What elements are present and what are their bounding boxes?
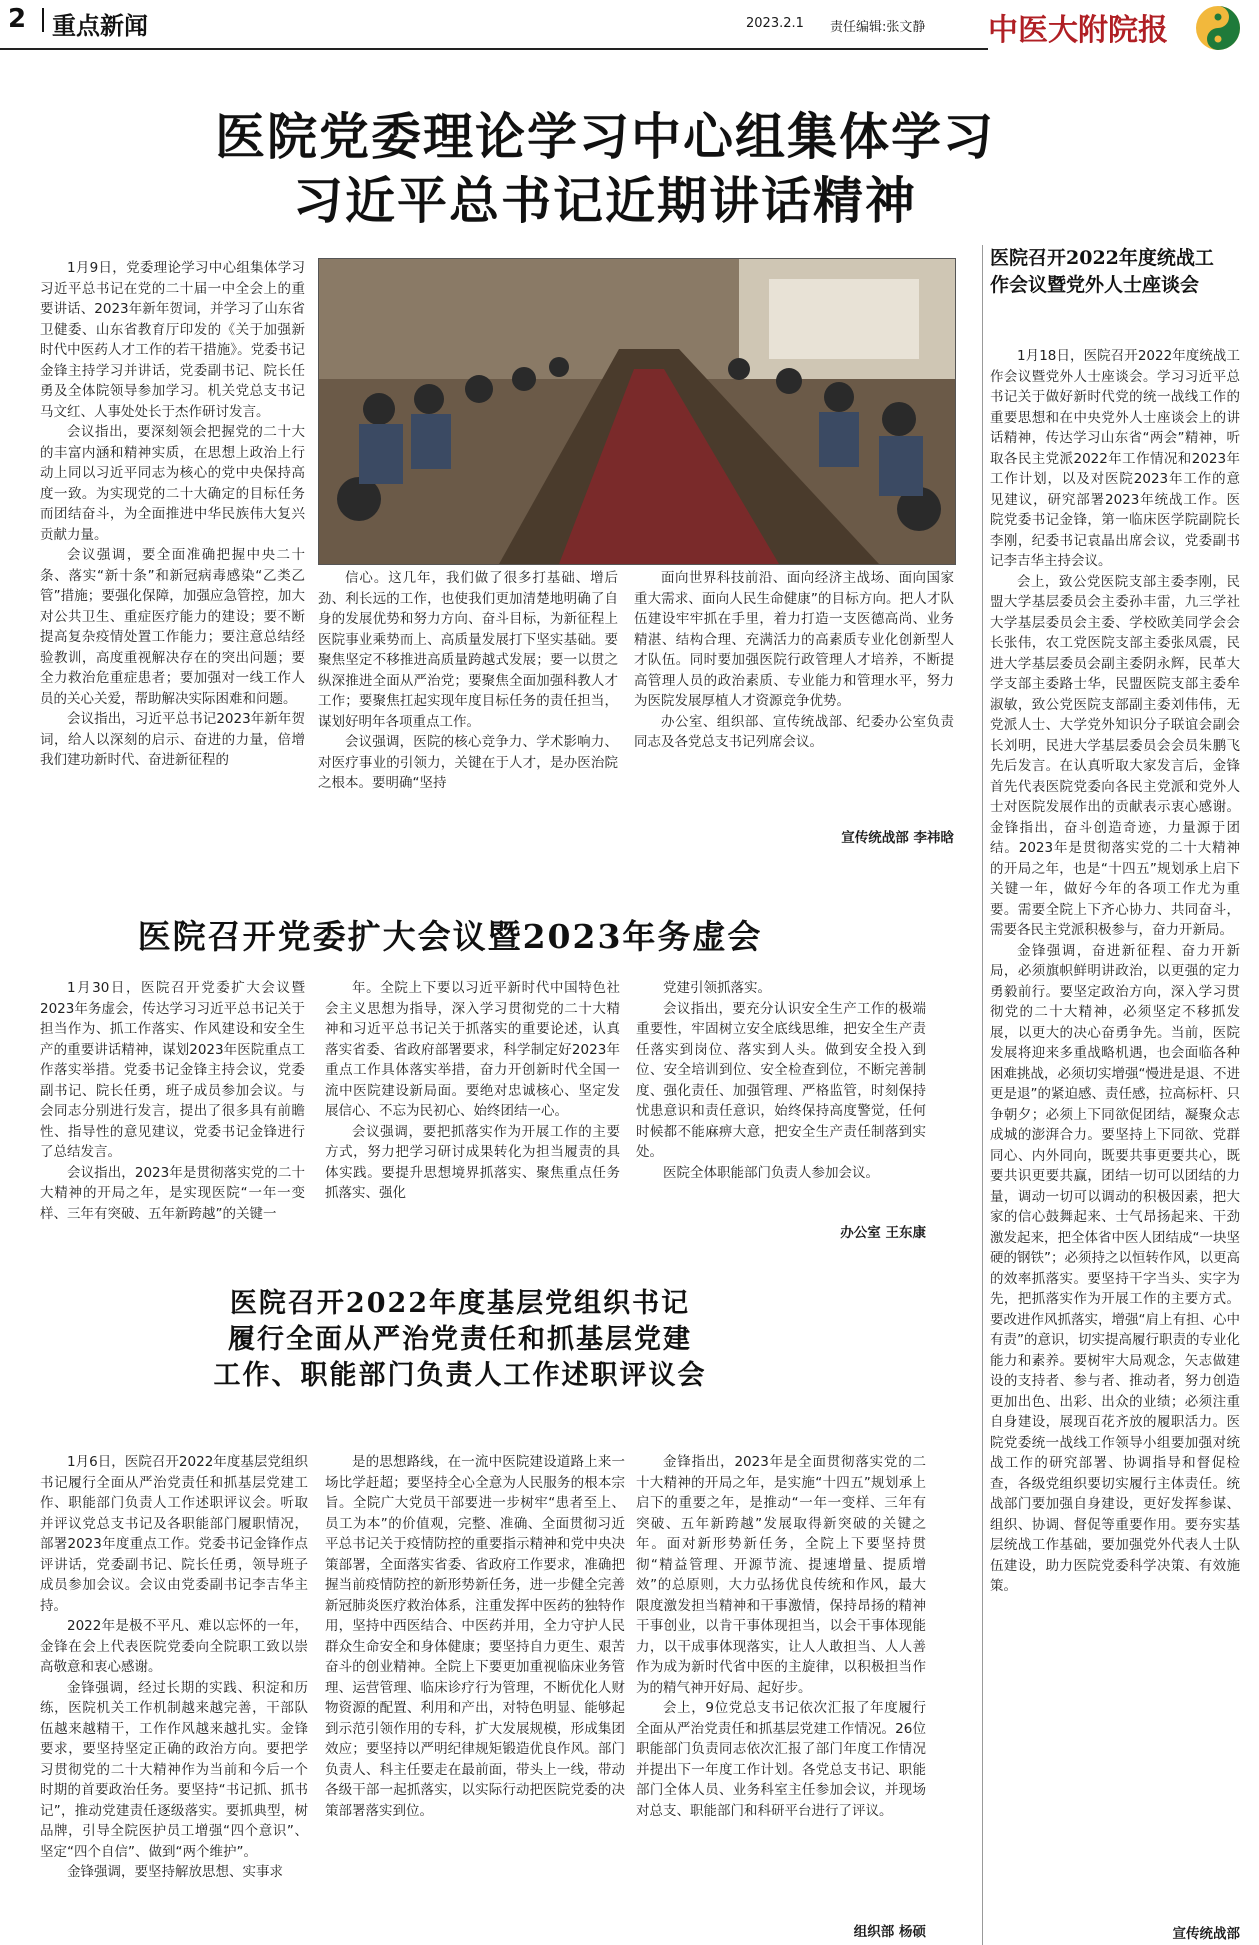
side-article-title: 医院召开2022年度统战工作会议暨党外人士座谈会 xyxy=(990,247,1214,296)
issue-date: 2023.2.1 xyxy=(746,16,804,31)
paragraph: 金锋指出，2023年是全面贯彻落实党的二十大精神的开局之年，是实施“十四五”规划承上启下的重要之年，是推动“一年一变样、三年有突破、五年新跨越”发展取得新突破的关键之年。面对新形势新任务，全院上下要坚持贯彻“精益管理、开源节流、提速增量、提质增效”的总原则，大力弘扬优良传统和作风，最大限度激发担当精神和干事激情，保持昂扬的精神干事创业，以肯干事体现担当，以会干事体现能力，以干成事体现落实，让人人敢担当、人人善作为成为新时代省中医的主旋律，以积极担当作为的精气神开好局、起好步。 xyxy=(636,1454,926,1696)
masthead-text: 中医大附院报 xyxy=(988,13,1168,48)
header-divider xyxy=(42,8,44,32)
article1-col3 xyxy=(634,568,954,798)
paragraph: 会议指出，习近平总书记2023年新年贺词，给人以深刻的启示、奋进的力量，倍增我们建功新时代、奋进新征程的 xyxy=(40,711,305,768)
paragraph: 会上，9位党总支书记依次汇报了年度履行全面从严治党责任和抓基层党建工作情况。26位职能部门负责同志依次汇报了部门年度工作情况并提出下一年度工作计划。各党总支书记、职能部门全体人员、业务科室主任参加会议，并现场对总支、职能部门和科研平台进行了评议。 xyxy=(636,1700,926,1819)
header-rule xyxy=(0,48,988,50)
article1-title-line1: 医院党委理论学习中心组集体学习 xyxy=(215,107,995,166)
paragraph: 会议指出，2023年是贯彻落实党的二十大精神的开局之年，是实现医院“一年一变样、三年有突破、五年新跨越”的关键一 xyxy=(40,1164,305,1222)
paragraph: 会上，致公党医院支部主委李刚，民盟大学基层委员会主委孙丰雷，九三学社大学基层委员会主委、学校欧美同学会会长张伟，农工党医院支部主委张凤震，民进大学基层委员会副主委阴永辉，民革大学支部主委路士华，民盟医院支部主委牟淑敏，致公党医院支部副主委刘伟伟，无党派人士、大学党外知识分子联谊会副会长刘明，民进大学基层委员会会员朱鹏飞先后发言。在认真听取大家发言后，金锋首先代表医院党委向各民主党派和党外人士对医院发展作出的贡献表示衷心感谢。金锋指出，奋斗创造奇迹，力量源于团结。2023年是贯彻落实党的二十大精神的开局之年，也是“十四五”规划承上启下关键一年，做好今年的各项工作尤为重要。需要全院上下齐心协力、共同奋斗，需要各民主党派积极参与，奋力开新局。 xyxy=(990,573,1240,938)
paragraph: 会议强调，要全面准确把握中央二十条、落实“新十条”和新冠病毒感染“乙类乙管”措施；要强化保障，加强应急管控，加大对公共卫生、重症医疗能力的建设；要不断提高复杂疫情处置工作能力；要注意总结经验教训，高度重视解决存在的突出问题；要全力救治危重症患者；要加强对一线工作人员的关心关爱，帮助解决实际困难和问题。 xyxy=(40,547,305,707)
meeting-photo xyxy=(318,258,956,565)
paragraph: 党建引领抓落实。 xyxy=(663,980,771,996)
article1-col1 xyxy=(40,258,305,818)
paragraph: 2022年是极不平凡、难以忘怀的一年，金锋在会上代表医院党委向全院职工致以崇高敬意和衷心感谢。 xyxy=(40,1618,308,1675)
side-article-body xyxy=(990,346,1240,1916)
article3-col1 xyxy=(40,1452,308,1942)
article2-signature: 办公室 王东康 xyxy=(840,1225,926,1241)
article2-col1 xyxy=(40,978,305,1268)
article3-signature: 组织部 杨硕 xyxy=(853,1924,926,1940)
paragraph: 会议强调，医院的核心竞争力、学术影响力、对医疗事业的引领力，关键在于人才，是办医治院之根本。要明确“坚持 xyxy=(318,734,618,791)
paragraph: 1月30日，医院召开党委扩大会议暨2023年务虚会，传达学习习近平总书记关于担当作为、抓工作落实、作风建设和安全生产的重要讲话精神，谋划2023年医院重点工作落实举措。党委书记金锋主持会议，党委副书记、院长任勇，班子成员参加会议。与会同志分别进行发言，提出了很多具有前瞻性、指导性的意见建议，党委书记金锋进行了总结发言。 xyxy=(40,980,305,1160)
paragraph: 金锋强调，要坚持解放思想、实事求 xyxy=(67,1864,283,1880)
article3-col3 xyxy=(636,1452,926,1920)
article2-title: 医院召开党委扩大会议暨2023年务虚会 xyxy=(137,917,763,956)
paragraph: 年。全院上下要以习近平新时代中国特色社会主义思想为指导，深入学习贯彻党的二十大精神和习近平总书记关于抓落实的重要论述，认真落实省委、省政府部署要求，科学制定好2023年重点工作具体落实举措，奋力开创新时代全国一流中医院建设新局面。要绝对忠诚核心、坚定发展信心、不忘为民初心、始终团结一心。 xyxy=(325,980,620,1119)
paragraph: 医院全体职能部门负责人参加会议。 xyxy=(663,1164,879,1181)
taiji-emblem-icon xyxy=(1196,6,1240,50)
paragraph: 是的思想路线，在一流中医院建设道路上来一场比学赶超；要坚持全心全意为人民服务的根本宗旨。全院广大党员干部要进一步树牢“患者至上、员工为本”的价值观，完整、准确、全面贯彻习近平总书记关于疫情防控的重要指示精神和党中央决策部署，全面落实省委、省政府工作要求，准确把握当前疫情防控的新形势新任务，进一步健全完善新冠肺炎医疗救治体系，注重发挥中医药的独特作用，坚持中西医结合、中医药并用，全力守护人民群众生命安全和身体健康；要坚持自力更生、艰苦奋斗的创业精神。全院上下要更加重视临床业务管理、运营管理、临床诊疗行为管理，不断优化人财物资源的配置、利用和产出，对特色明显、能够起到示范引领作用的专科，扩大发展规模，形成集团效应；要坚持以严明纪律规矩锻造优良作风。部门负责人、科主任要走在最前面，带头上一线，带动各级干部一起抓落实，以实际行动把医院党委的决策部署落实到位。 xyxy=(325,1454,625,1819)
article1-signature: 宣传统战部 李祎晗 xyxy=(841,830,954,846)
paragraph: 金锋强调，经过长期的实践、积淀和历练，医院机关工作机制越来越完善，干部队伍越来越精干，工作作风越来越扎实。金锋要求，要坚持坚定正确的政治方向。要把学习贯彻党的二十大精神作为当前和今后一个时期的首要政治任务。要坚持“书记抓、抓书记”，推动党建责任逐级落实。要抓典型，树品牌，引导全院医护员工增强“四个意识”、坚定“四个自信”、做到“两个维护”。 xyxy=(40,1679,308,1860)
paragraph: 会议强调，要把抓落实作为开展工作的主要方式，努力把学习研讨成果转化为担当履责的具体实践。要提升思想境界抓落实、聚焦重点任务抓落实、强化 xyxy=(325,1123,620,1201)
editor-credit: 责任编辑:张文静 xyxy=(830,20,926,35)
article2-col3 xyxy=(636,978,926,1223)
article3-title-line2: 履行全面从严治党责任和抓基层党建 xyxy=(228,1324,692,1355)
paragraph: 1月9日，党委理论学习中心组集体学习习近平总书记在党的二十届一中全会上的重要讲话、2023年新年贺词，并学习了山东省卫健委、山东省教育厅印发的《关于加强新时代中医药人才工作的若干措施》。党委书记金锋主持学习并讲话，党委副书记、院长任勇及全体院领导参加学习。机关党总支书记马文红、人事处处长于杰作研讨发言。 xyxy=(40,260,305,420)
side-article-signature: 宣传统战部 xyxy=(1172,1926,1240,1942)
paragraph: 1月6日，医院召开2022年度基层党组织书记履行全面从严治党责任和抓基层党建工作、职能部门负责人工作述职评议会。听取并评议党总支书记及各职能部门履职情况，部署2023年度重点工作。党委书记金锋作点评讲话，党委副书记、院长任勇，领导班子成员参加会议。会议由党委副书记李吉华主持。 xyxy=(40,1454,308,1614)
paragraph: 会议指出，要深刻领会把握党的二十大的丰富内涵和精神实质，在思想上政治上行动上同以习近平同志为核心的党中央保持高度一致。为实现党的二十大确定的目标任务而团结奋斗，为全面推进中华民族伟大复兴贡献力量。 xyxy=(40,424,305,543)
paragraph: 办公室、组织部、宣传统战部、纪委办公室负责同志及各党总支书记列席会议。 xyxy=(634,713,954,750)
article3-col2 xyxy=(325,1452,625,1942)
article3-title-line3: 工作、职能部门负责人工作述职评议会 xyxy=(213,1360,707,1391)
paragraph: 信心。这几年，我们做了很多打基础、增后劲、利长远的工作，也使我们更加清楚地明确了自身的发展优势和努力方向、奋斗目标，为新征程上医院事业乘势而上、高质量发展打下坚实基础。要聚焦坚定不移推进高质量跨越式发展；要一以贯之纵深推进全面从严治党；要聚焦全面加强科教人才工作；要聚焦扛起实现年度目标任务的责任担当，谋划好明年各项重点工作。 xyxy=(318,570,618,730)
article1-title-line2: 习近平总书记近期讲话精神 xyxy=(293,171,917,230)
paragraph: 金锋强调，奋进新征程、奋力开新局，必须旗帜鲜明讲政治，以更强的定力勇毅前行。要坚定政治方向，深入学习贯彻党的二十大精神，必须坚定不移抓发展，以更大的决心奋勇争先。当前，医院发展将迎来多重战略机遇，也会面临各种困难挑战，必须切实增强“慢进是退、不进更是退”的紧迫感、责任感，拉高标杆、只争朝夕；必须上下同欲促团结，凝聚众志成城的澎湃合力。要坚持上下同欲、党群同心、内外同向，既要共事更要共心，既要共识更要共赢，团结一切可以团结的力量，调动一切可以调动的积极因素，把大家的信心鼓舞起来、士气昂扬起来、干劲激发起来，把全体省中医人团结成“一块坚硬的钢铁”；必须持之以恒转作风，以更高的效率抓落实。要坚持干字当头、实字为先，把抓落实作为开展工作的主要方式。要改进作风抓落实，增强“肩上有担、心中有责”的意识，切实提高履行职责的专业化能力和素养。要树牢大局观念，矢志做建设的支持者、参与者、推动者，努力创造更加出色、出彩、出众的业绩；必须注重自身建设，展现百花齐放的履职活力。医院党委统一战线工作领导小组要加强对统战工作的研究部署、协调指导和督促检查，各级党组织要切实履行主体责任。统战部门要加强自身建设，更好发挥参谋、组织、协调、督促等重要作用。要夯实基层统战工作基础，要加强党外代表人士队伍建设，助力医院党委科学决策、有效施策。 xyxy=(990,942,1240,1594)
paragraph: 1月18日，医院召开2022年度统战工作会议暨党外人士座谈会。学习习近平总书记关于做好新时代党的统一战线工作的重要思想和在中央党外人士座谈会上的讲话精神，传达学习山东省“两会”精神，听取各民主党派2022年工作情况和2023年工作计划，以及对医院2023年工作的意见建议，研究部署2023年统战工作。医院党委书记金锋，第一临床医学院副院长李刚，纪委书记袁晶出席会议，党委副书记李吉华主持会议。 xyxy=(990,348,1240,569)
masthead-logo xyxy=(986,2,1254,54)
sidebar-divider xyxy=(982,245,983,1945)
paragraph: 会议指出，要充分认识安全生产工作的极端重要性，牢固树立安全底线思维，把安全生产责任落实到岗位、落实到人头。做到安全投入到位、安全培训到位、安全检查到位，不断完善制度、强化责任、加强管理、严格监管，时刻保持忧患意识和责任意识，始终保持高度警觉，任何时候都不能麻痹大意，把安全生产责任制落到实处。 xyxy=(636,1000,926,1160)
article3-title-line1: 医院召开2022年度基层党组织书记 xyxy=(229,1288,691,1319)
paragraph: 面向世界科技前沿、面向经济主战场、面向国家重大需求、面向人民生命健康”的目标方向。把人才队伍建设牢牢抓在手里，着力打造一支医德高尚、业务精湛、结构合理、充满活力的高素质专业化创新型人才队伍。同时要加强医院行政管理人才培养，不断提高管理人员的政治素质、专业能力和管理水平，努力为医院发展厚植人才资源竞争优势。 xyxy=(634,570,954,709)
page-number: 2 xyxy=(8,4,27,34)
article1-col2 xyxy=(318,568,618,830)
article1-title xyxy=(140,105,1070,233)
article2-col2 xyxy=(325,978,620,1268)
section-name: 重点新闻 xyxy=(52,12,148,40)
article3-title xyxy=(150,1286,770,1394)
